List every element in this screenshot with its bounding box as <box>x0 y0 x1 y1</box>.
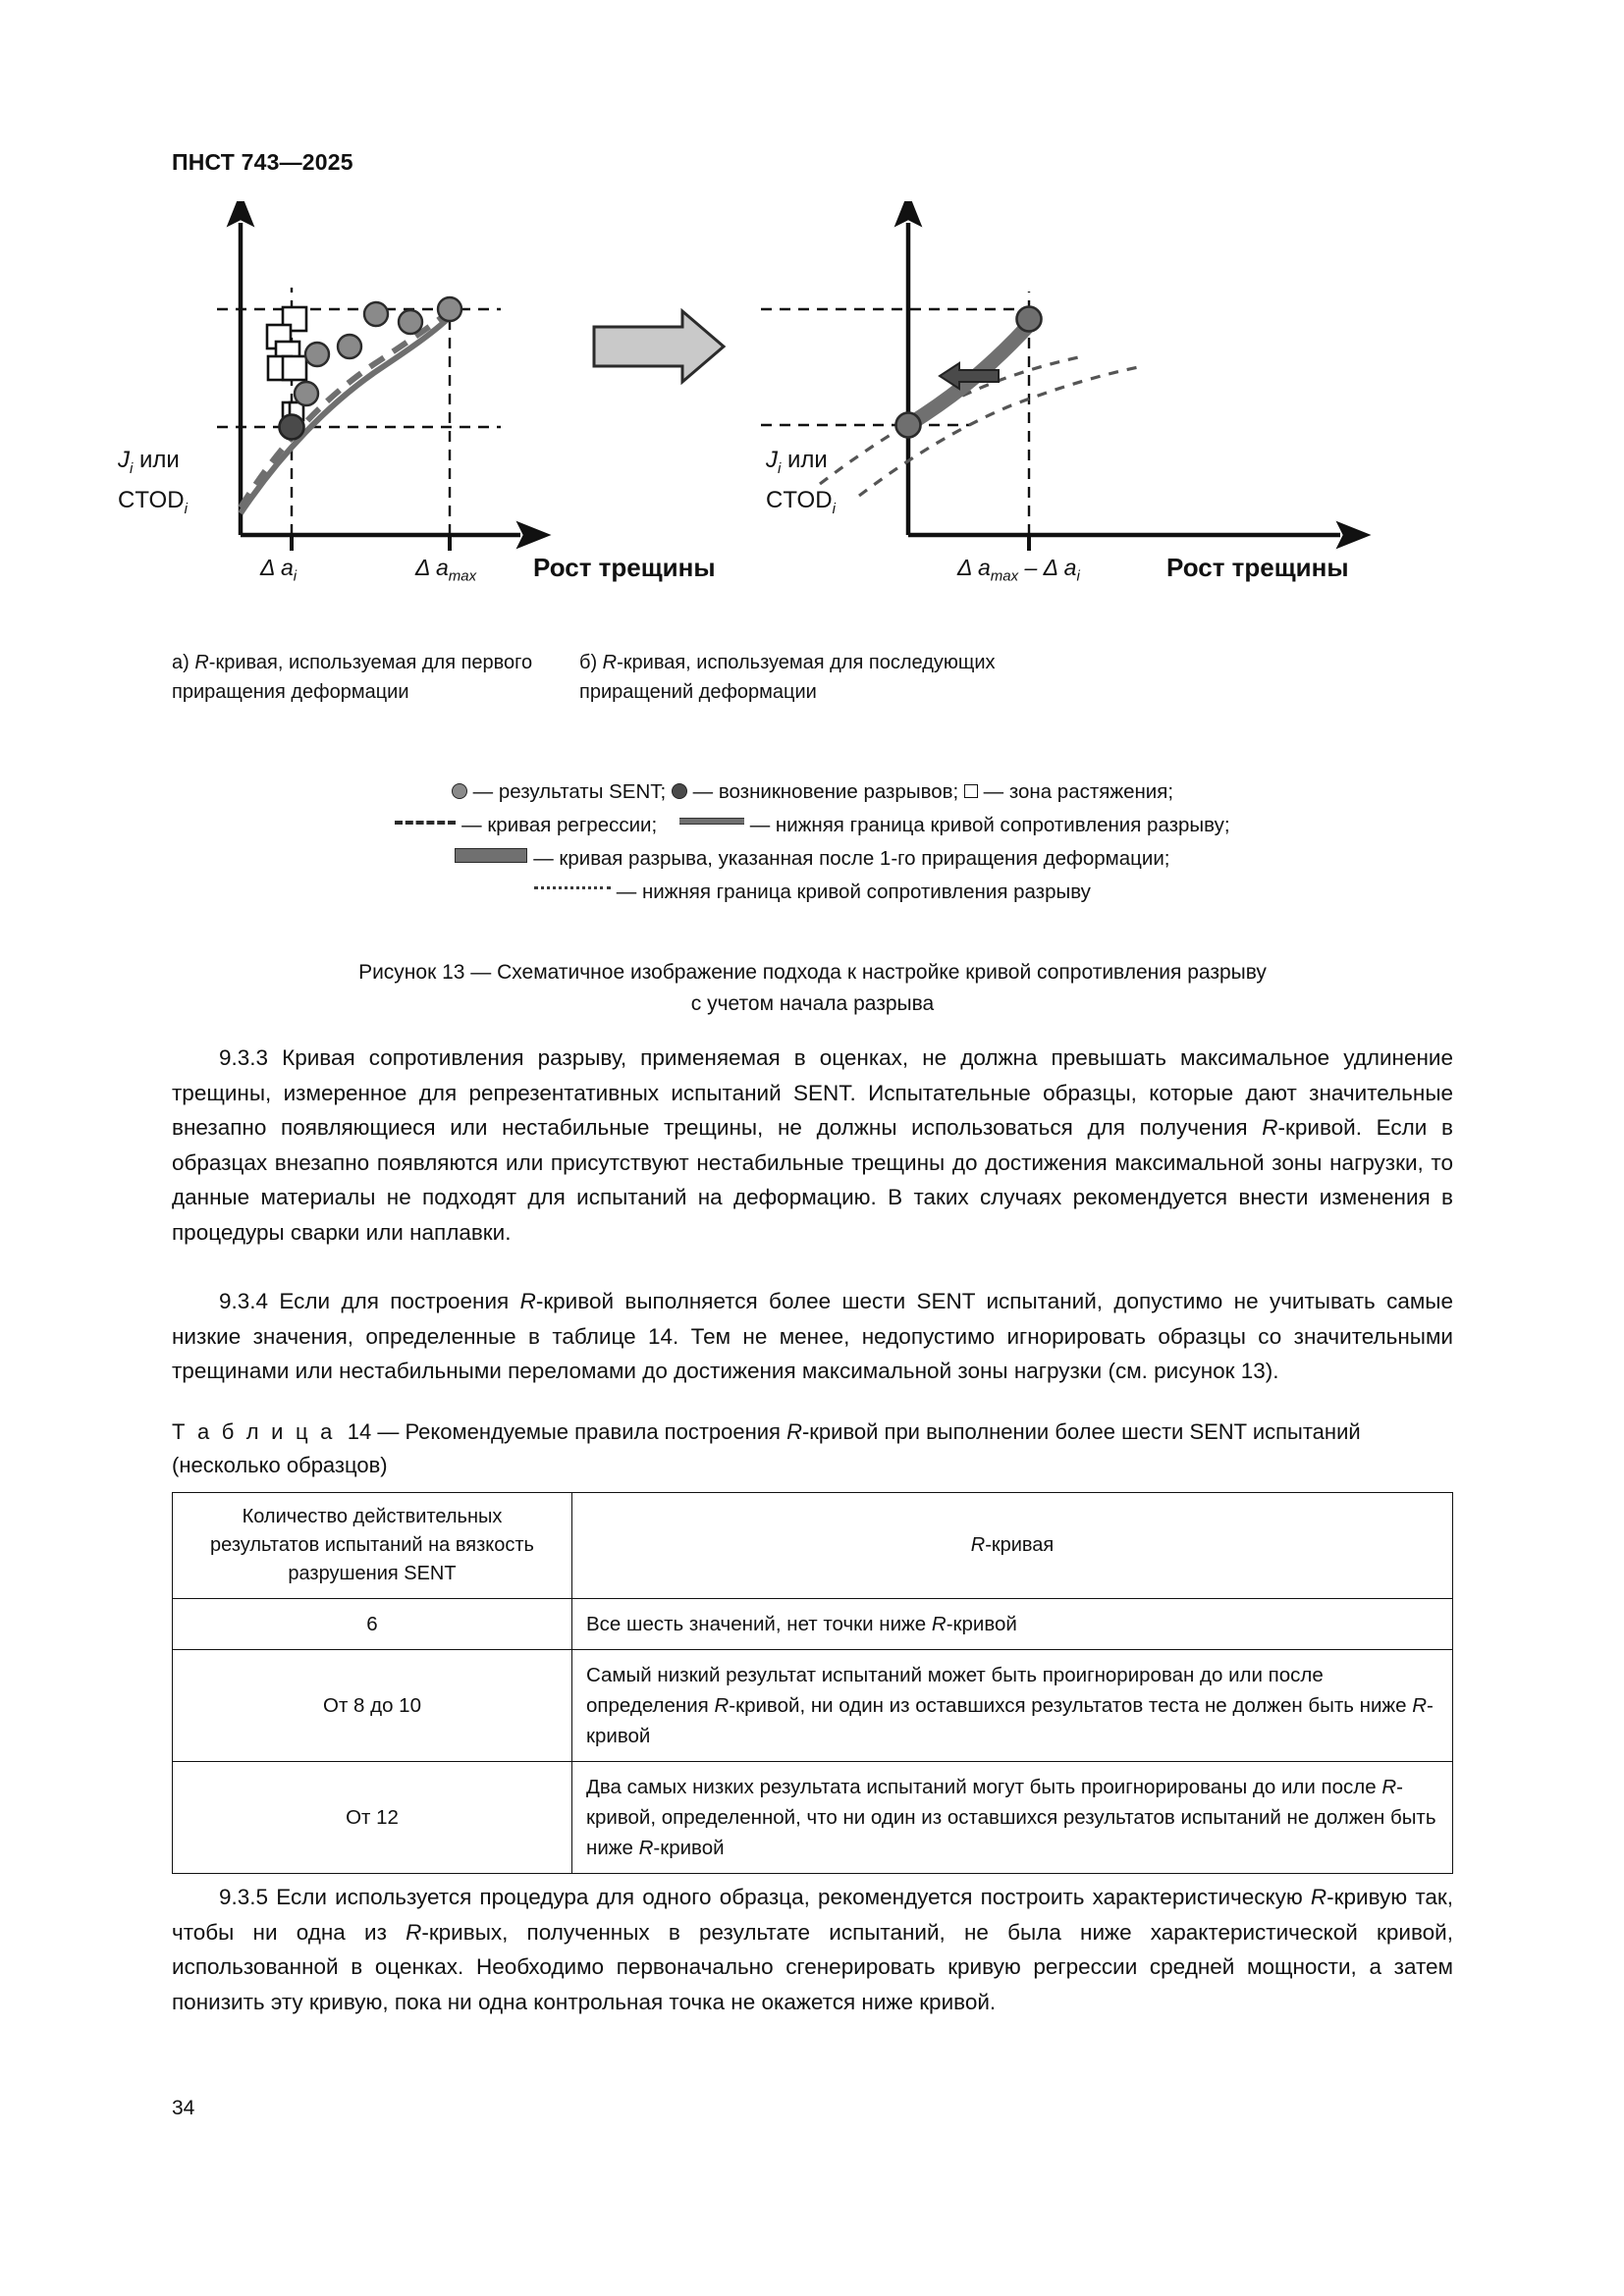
paragraph-9-3-4-text: 9.3.4 Если для построения R-кривой выполняется более шести SENT испытаний, допустимо не учитывать самые низкие значения, определенные в таблице 14. Тем не менее, недопустимо игнорировать образцы со значительными трещинами или нестабильными переломами до достижения максимальной зоны нагрузки (см. рисунок 13). <box>172 1289 1453 1383</box>
subcaption-b-italic: R <box>602 652 618 673</box>
r-curve-symbol: R <box>638 1837 654 1859</box>
solid-gray-line-icon <box>679 818 744 825</box>
subcaption-b-prefix: б) <box>579 652 603 673</box>
legend-label-regression-curve: — кривая регрессии; <box>461 814 658 836</box>
legend-label-tearing-curve: — кривая разрыва, указанная после 1-го приращения деформации; <box>533 847 1170 870</box>
table-cell-count: От 12 <box>173 1762 572 1874</box>
table-cell-rule: Все шесть значений, нет точки ниже R-кривой <box>572 1599 1453 1650</box>
table-14-title <box>172 1415 1453 1482</box>
left-x-tick-label-dai: Δ $a_i$ <box>260 555 298 585</box>
figure-caption-line1: Рисунок 13 — Схематичное изображение подхода к настройке кривой сопротивления разрыву <box>358 961 1267 984</box>
right-x-tick-label: Δ $a_{max}$ – Δ $a_i$ <box>957 555 1080 585</box>
r-curve-symbol: R <box>714 1694 730 1717</box>
r-curve-symbol: R <box>1381 1776 1397 1798</box>
table-14-head <box>173 1493 1453 1599</box>
left-x-axis-title: Рост трещины <box>533 553 716 582</box>
left-tearing-onset-marker <box>280 415 304 440</box>
right-y-axis-label <box>766 445 836 525</box>
table-cell-rule: Два самых низких результата испытаний могут быть проигнорированы до или после R-кривой, определенной, что ни один из оставшихся результатов испытаний не должен быть ниже R-кривой <box>572 1762 1453 1874</box>
legend-label-lower-bound-2: — нижняя граница кривой сопротивления разрыву <box>616 881 1091 903</box>
right-end-marker <box>1017 307 1042 332</box>
r-curve-symbol: R <box>931 1613 947 1635</box>
left-y-axis-label-or: или <box>133 447 180 473</box>
paragraph-9-3-5 <box>172 1880 1453 2019</box>
left-y-axis-label-j-sub: i <box>130 459 134 477</box>
legend-label-tearing-onset: — возникновение разрывов; <box>692 780 959 803</box>
table-title-before: Рекомендуемые правила построения <box>399 1419 787 1444</box>
filled-circle-dark-icon <box>672 783 687 799</box>
right-start-marker <box>896 413 921 438</box>
right-chart-group <box>761 223 1340 551</box>
table-header-count: Количество действительных результатов испытаний на вязкость разрушения SENT <box>173 1493 572 1599</box>
right-y-axis-label-or: или <box>781 447 828 473</box>
subcaption-a-italic: R <box>194 652 209 673</box>
legend-row-1 <box>172 775 1453 809</box>
right-y-axis-label-j: J <box>766 447 778 473</box>
figure-subcaption-b <box>579 648 1090 707</box>
table-14-body <box>173 1599 1453 1874</box>
right-y-axis-label-ctod: CTOD <box>766 486 833 513</box>
right-x-axis-title: Рост трещины <box>1166 553 1349 582</box>
table-cell-rule: Самый низкий результат испытаний может быть проигнорирован до или после определения R-кривой, ни один из оставшихся результатов теста не должен быть ниже R-кривой <box>572 1650 1453 1762</box>
figure-13 <box>118 201 1453 594</box>
left-chart-group <box>217 223 520 551</box>
r-curve-symbol: R <box>1262 1115 1278 1140</box>
table-title-after: -кривой при выполнении более шести SENT испытаний <box>801 1419 1361 1444</box>
subcaption-a-rest: -кривая, используемая для первого приращения деформации <box>172 652 533 703</box>
legend-row-4 <box>172 876 1453 909</box>
table-header-rcurve-italic: R <box>970 1534 986 1556</box>
left-y-axis-label-ctod: CTOD <box>118 486 185 513</box>
r-curve-symbol: R <box>1412 1694 1428 1717</box>
filled-circle-gray-icon <box>452 783 467 799</box>
paragraph-9-3-4 <box>172 1284 1453 1389</box>
table-title-italic: R <box>786 1419 802 1444</box>
table-cell-count: 6 <box>173 1599 572 1650</box>
dotted-line-icon <box>534 886 611 889</box>
figure-13-canvas <box>118 201 1453 594</box>
legend-label-lower-bound-1: — нижняя граница кривой сопротивления разрыву; <box>749 814 1230 836</box>
paragraph-9-3-3-text: 9.3.3 Кривая сопротивления разрыву, применяемая в оценках, не должна превышать максимальное удлинение трещины, измеренное для репрезентативных испытаний SENT. Испытательные образцы, которые дают значительные внезапно появляющиеся или нестабильные трещины, не должны использоваться для получения R-кривой. Если в образцах внезапно появляются или присутствуют нестабильные трещины до достижения максимальной зоны нагрузки, то данные материалы не подходят для испытаний на деформацию. В таких случаях рекомендуется внести изменения в процедуры сварки или наплавки. <box>172 1045 1454 1245</box>
table-cell-count: От 8 до 10 <box>173 1650 572 1762</box>
subcaption-b-rest: -кривая, используемая для последующих приращений деформации <box>579 652 996 703</box>
right-y-axis-label-ctod-sub: i <box>832 500 836 517</box>
left-y-axis-label-ctod-sub: i <box>184 500 188 517</box>
figure-legend <box>172 775 1453 909</box>
table-row <box>173 1650 1453 1762</box>
page-number: 34 <box>172 2097 195 2119</box>
figure-caption-line2: с учетом начала разрыва <box>690 992 935 1015</box>
transition-arrow <box>594 311 724 382</box>
r-curve-symbol: R <box>406 1919 422 1945</box>
table-title-dash: — <box>377 1419 400 1444</box>
table-header-rcurve-rest: -кривая <box>985 1534 1055 1556</box>
subcaption-a-prefix: а) <box>172 652 195 673</box>
legend-row-3 <box>172 842 1453 876</box>
figure-subcaption-a <box>172 648 579 707</box>
left-x-tick-label-damax: Δ $a_{max}$ <box>415 555 477 585</box>
legend-row-2 <box>172 809 1453 842</box>
figure-subcaptions <box>172 648 1453 707</box>
left-y-axis-label-j: J <box>118 447 130 473</box>
table-header-rcurve <box>572 1493 1453 1599</box>
table-row <box>173 1762 1453 1874</box>
figure-13-svg <box>172 201 1453 594</box>
table-row <box>173 1599 1453 1650</box>
table-title-label: Т а б л и ц а <box>172 1419 336 1444</box>
r-curve-symbol: R <box>1310 1885 1327 1909</box>
table-14 <box>172 1492 1453 1874</box>
table-header-row <box>173 1493 1453 1599</box>
thick-gray-bar-icon <box>455 848 527 863</box>
legend-label-stretch-zone: — зона растяжения; <box>983 780 1174 803</box>
left-sent-markers <box>295 297 461 405</box>
running-head: ПНСТ 743—2025 <box>172 149 353 175</box>
paragraph-9-3-3 <box>172 1041 1453 1250</box>
r-curve-symbol: R <box>519 1289 536 1313</box>
figure-13-caption <box>172 957 1453 1020</box>
table-title-number: 14 <box>347 1419 372 1444</box>
dashed-line-icon <box>395 821 456 825</box>
paragraph-9-3-5-text: 9.3.5 Если используется процедура для одного образца, рекомендуется построить характеристическую R-кривую так, чтобы ни одна из R-кривых, полученных в результате испытаний, не была ниже характеристической кривой, использованной в оценках. Необходимо первоначально сгенерировать кривую регрессии средней мощности, а затем понизить эту кривую, пока ни одна контрольная точка не окажется ниже кривой. <box>172 1885 1453 2014</box>
table-title-line2: (несколько образцов) <box>172 1453 388 1477</box>
legend-label-sent-results: — результаты SENT; <box>472 780 667 803</box>
open-square-icon <box>964 784 978 798</box>
right-y-axis-label-j-sub: i <box>778 459 782 477</box>
left-y-axis-label <box>118 445 188 525</box>
